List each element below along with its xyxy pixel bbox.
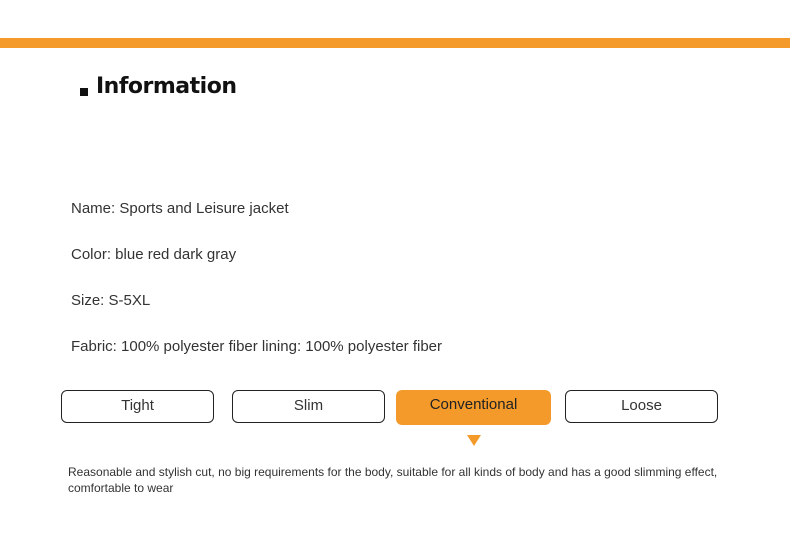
square-bullet-icon <box>80 88 88 96</box>
product-name: Name: Sports and Leisure jacket <box>71 200 289 217</box>
product-fabric: Fabric: 100% polyester fiber lining: 100% polyester fiber <box>71 338 443 355</box>
product-size: Size: S-5XL <box>71 292 151 309</box>
section-title: Information <box>96 74 237 99</box>
fit-option-slim[interactable]: Slim <box>232 390 385 423</box>
accent-bar <box>0 38 790 48</box>
fit-description: Reasonable and stylish cut, no big requirements for the body, suitable for all kinds of body and has a good slimming effect, comfortable to wear <box>68 465 718 495</box>
selection-pointer-icon <box>467 435 481 446</box>
fit-option-tight[interactable]: Tight <box>61 390 214 423</box>
product-color: Color: blue red dark gray <box>71 246 237 263</box>
fit-option-conventional[interactable]: Conventional <box>396 390 551 425</box>
section-heading <box>80 74 237 99</box>
fit-option-loose[interactable]: Loose <box>565 390 718 423</box>
